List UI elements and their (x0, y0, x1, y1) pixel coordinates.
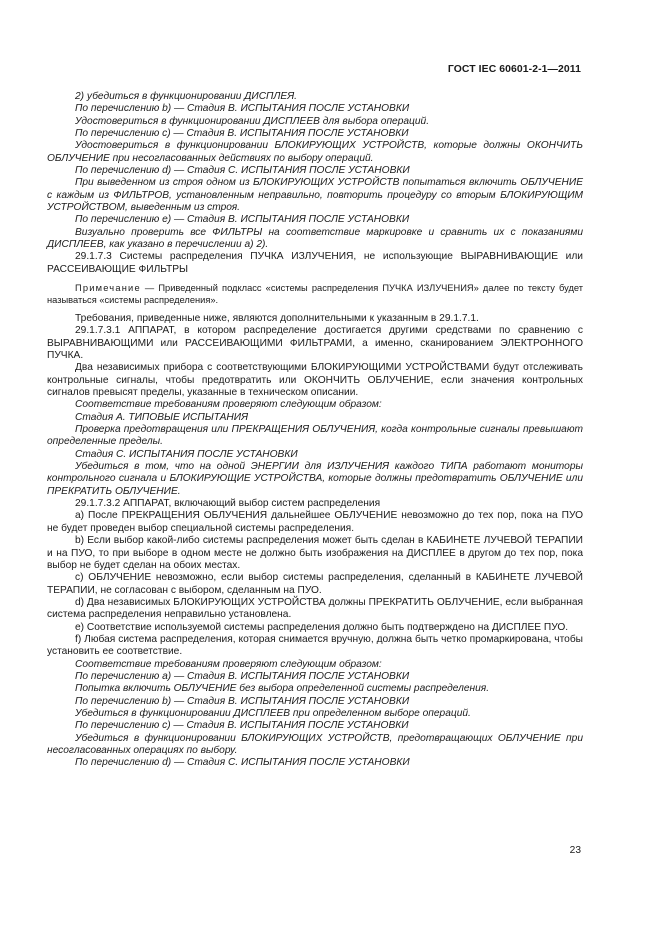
list-item: а) После ПРЕКРАЩЕНИЯ ОБЛУЧЕНИЯ дальнейшее ОБЛУЧЕНИЕ невозможно до тех пор, пока на ПУО не будет проведен выбор специальной системы распределения. (47, 510, 583, 534)
text-line: Соответствие требованиям проверяют следующим образом: (75, 399, 382, 411)
text-line: По перечислению c) — Стадия В. ИСПЫТАНИЯ ПОСЛЕ УСТАНОВКИ (75, 128, 409, 140)
list-item: f) Любая система распределения, которая снимается вручную, должна быть четко промаркирована, чтобы установить ее соответствие. (47, 633, 583, 658)
text-line: Соответствие требованиям проверяют следующим образом: (75, 658, 382, 670)
note-paragraph (47, 283, 583, 306)
text-line: По перечислению d) — Стадия С. ИСПЫТАНИЯ ПОСЛЕ УСТАНОВКИ (75, 165, 410, 177)
note-label: Примечание (75, 283, 141, 294)
text-line: Требования, приведенные ниже, являются дополнительными к указанным в 29.1.7.1. (75, 312, 479, 324)
text-line: Визуально проверить все ФИЛЬТРЫ на соответствие маркировке и сравнить их с показаниями ДИСПЛЕЕВ, как указано в перечислении а) 2). (47, 226, 583, 251)
text-line: По перечислению с) — Стадия В. ИСПЫТАНИЯ ПОСЛЕ УСТАНОВКИ (75, 720, 409, 732)
text-line: По перечислению b) — Стадия В. ИСПЫТАНИЯ ПОСЛЕ УСТАНОВКИ (75, 695, 410, 707)
text-line: Убедиться в том, что на одной ЭНЕРГИИ для ИЗЛУЧЕНИЯ каждого ТИПА работают мониторы контрольного сигнала и БЛОКИРУЮЩИЕ УСТРОЙСТВА, которые должны предотвратить ОБЛУЧЕНИЕ или ПРЕКРАТИТЬ ОБЛУЧЕНИЕ. (47, 461, 583, 497)
text-line: 2) убедиться в функционировании ДИСПЛЕЯ. (75, 91, 297, 102)
text-line: Стадия А. ТИПОВЫЕ ИСПЫТАНИЯ (75, 411, 249, 423)
list-item: b) Если выбор какой-либо системы распределения может быть сделан в КАБИНЕТЕ ЛУЧЕВОЙ ТЕРАПИИ и на ПУО, то при выборе в одном месте не должно быть изображения на ДИСПЛЕЕ в другом до тех пор, пока выбор не будет сделан на обоих местах. (47, 535, 583, 571)
text-line: При выведенном из строя одном из БЛОКИРУЮЩИХ УСТРОЙСТВ попытаться включить ОБЛУЧЕНИЕ с каждым из ФИЛЬТРОВ, установленным неправильно, повторить процедуру со вторым БЛОКИРУЮЩИМ УСТРОЙСТВОМ, выведенным из строя. (47, 177, 583, 214)
text-line: Убедиться в функционировании ДИСПЛЕЕВ при определенном выборе операций. (75, 707, 471, 719)
text-line: Удостовериться в функционировании БЛОКИРУЮЩИХ УСТРОЙСТВ, которые должны ОКОНЧИТЬ ОБЛУЧЕНИЕ при несогласованных действиях по выбору операций. (47, 140, 583, 164)
note-text: — Приведенный подкласс «системы распределения ПУЧКА ИЗЛУЧЕНИЯ» далее по тексту будет называться «системы распределения». (47, 283, 583, 305)
list-item: с) ОБЛУЧЕНИЕ невозможно, если выбор системы распределения, сделанный в КАБИНЕТЕ ЛУЧЕВОЙ ТЕРАПИИ, не согласован с выбором, сделанным на ПУО. (47, 572, 583, 596)
subsection-paragraph: 29.1.7.3.1 АППАРАТ, в котором распределение достигается другими средствами по сравнению с ВЫРАВНИВАЮЩИМИ или РАССЕИВАЮЩИМИ ФИЛЬТРАМИ, а именно, сканированием ЭЛЕКТРОННОГО ПУЧКА. (47, 325, 583, 361)
text-line: По перечислению d) — Стадия С. ИСПЫТАНИЯ ПОСЛЕ УСТАНОВКИ (75, 757, 410, 769)
text-line: Убедиться в функционировании БЛОКИРУЮЩИХ УСТРОЙСТВ, предотвращающих ОБЛУЧЕНИЕ при несогласованных операциях по выбору. (47, 732, 583, 756)
text-line: По перечислению b) — Стадия В. ИСПЫТАНИЯ ПОСЛЕ УСТАНОВКИ (75, 103, 410, 115)
section-heading: 29.1.7.3 Системы распределения ПУЧКА ИЗЛУЧЕНИЯ, не использующие ВЫРАВНИВАЮЩИЕ или РАССЕИВАЮЩИЕ ФИЛЬТРЫ (47, 251, 583, 275)
text-line: Два независимых прибора с соответствующими БЛОКИРУЮЩИМИ УСТРОЙСТВАМИ будут отслеживать контрольные сигналы, чтобы предотвратить или ОКОНЧИТЬ ОБЛУЧЕНИЕ, если значения контрольных сигналов превысят пределы, указанные в техническом описании. (47, 362, 583, 399)
page-number: 23 (569, 845, 581, 856)
list-item: е) Соответствие используемой системы распределения должно быть подтверждено на ДИСПЛЕЕ ПУО. (75, 621, 569, 633)
standard-header: ГОСТ IEC 60601-2-1—2011 (447, 64, 581, 75)
text-line: По перечислению а) — Стадия В. ИСПЫТАНИЯ ПОСЛЕ УСТАНОВКИ (75, 670, 410, 682)
text-line: Стадия С. ИСПЫТАНИЯ ПОСЛЕ УСТАНОВКИ (75, 448, 298, 460)
list-item: d) Два независимых БЛОКИРУЮЩИХ УСТРОЙСТВА должны ПРЕКРАТИТЬ ОБЛУЧЕНИЕ, если выбранная система распределения неправильно установлена. (47, 596, 583, 621)
text-line: По перечислению е) — Стадия В. ИСПЫТАНИЯ ПОСЛЕ УСТАНОВКИ (75, 214, 410, 226)
subsection-paragraph: 29.1.7.3.2 АППАРАТ, включающий выбор систем распределения (75, 498, 381, 510)
text-line: Удостовериться в функционировании ДИСПЛЕЕВ для выбора операций. (75, 115, 430, 127)
document-body (47, 91, 583, 770)
text-line: Попытка включить ОБЛУЧЕНИЕ без выбора определенной системы распределения. (75, 683, 490, 695)
text-line: Проверка предотвращения или ПРЕКРАЩЕНИЯ ОБЛУЧЕНИЯ, когда контрольные сигналы превышают определенные пределы. (47, 424, 583, 448)
